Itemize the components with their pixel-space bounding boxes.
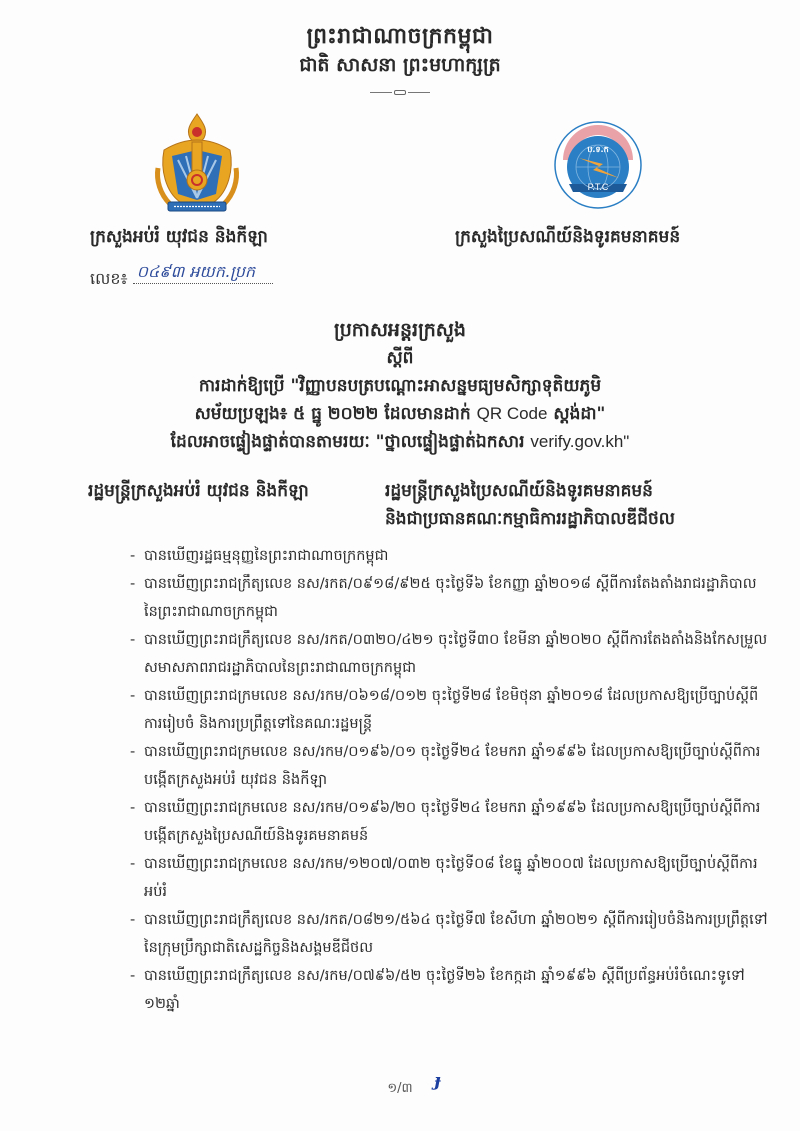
list-item: - បានឃើញព្រះរាជក្រមលេខ នស/រកម/០៦១៨/០១២ ចុះថ្ងៃទី២៨ ខែមិថុនា ឆ្នាំ២០១៨ ដែលប្រកាសឱ្យប្រើច្បាប់ស្តីពីការរៀបចំ និងការប្រព្រឹត្តទៅនៃគណៈរដ្ឋមន្ត្រី — [130, 688, 759, 732]
document-type-title: ប្រកាសអន្តរក្រសួង — [334, 319, 466, 341]
list-item: - បានឃើញរដ្ឋធម្មនុញ្ញនៃព្រះរាជាណាចក្រកម្ពុជា — [130, 548, 389, 564]
reference-field — [133, 262, 273, 284]
title-subject-line-2: សម័យប្រឡង៖ ៥ ធ្នូ ២០២២ ដែលមានដាក់ QR Code ស្តង់ដា" — [194, 404, 606, 424]
ministry-name-telecom: ក្រសួងប្រៃសណីយ៍និងទូរគមនាគមន៍ — [455, 227, 681, 247]
title-subject-label: ស្តីពី — [386, 348, 414, 368]
list-item: - បានឃើញព្រះរាជក្រឹត្យលេខ នស/រកត/០៩១៨/៩២៥ ចុះថ្ងៃទី៦ ខែកញ្ញា ឆ្នាំ២០១៨ ស្តីពីការតែងតាំងរាជរដ្ឋាភិបាលនៃព្រះរាជាណាចក្រកម្ពុជា — [130, 576, 757, 620]
page-number: ១/៣ — [387, 1081, 413, 1096]
kingdom-heading: ព្រះរាជាណាចក្រកម្ពុជា — [306, 24, 494, 49]
reference-handwritten-value: ០៤៩៣ អយក.ប្រក — [136, 262, 256, 281]
handwritten-initial-mark: ɟ — [434, 1070, 441, 1091]
mptc-emblem-icon — [553, 120, 643, 210]
list-item: - បានឃើញព្រះរាជក្រឹត្យលេខ នស/រកត/០៨២១/៥៦៤ ចុះថ្ងៃទី៧ ខែសីហា ឆ្នាំ២០២១ ស្តីពីការរៀបចំនិងការប្រព្រឹត្តទៅនៃក្រុមប្រឹក្សាជាតិសេដ្ឋកិច្ចនិងសង្គមឌីជីថល — [130, 912, 768, 956]
national-motto: ជាតិ សាសនា ព្រះមហាក្សត្រ — [299, 54, 501, 76]
list-item: - បានឃើញព្រះរាជក្រឹត្យលេខ នស/រកត/០៣២០/៤២១ ចុះថ្ងៃទី៣០ ខែមីនា ឆ្នាំ២០២០ ស្តីពីការតែងតាំងនិងកែសម្រួលសមាសភាពរាជរដ្ឋាភិបាលនៃព្រះរាជាណាចក្រកម្ពុជា — [130, 632, 768, 676]
list-item: - បានឃើញព្រះរាជក្រឹត្យលេខ នស/រកម/០៧៩៦/៥២ ចុះថ្ងៃទី២៦ ខែកក្កដា ឆ្នាំ១៩៩៦ ស្តីពីប្រព័ន្ធអប់រំចំណេះទូទៅ ១២ឆ្នាំ — [130, 968, 745, 1012]
title-subject-line-3: ដែលអាចផ្ទៀងផ្ទាត់បានតាមរយៈ "ថ្នាលផ្ទៀងផ្ទាត់ឯកសារ verify.gov.kh" — [170, 432, 630, 452]
svg-text:P.T.C: P.T.C — [587, 182, 609, 192]
minister-telecom-subtitle: និងជាប្រធានគណៈកម្មាធិការរដ្ឋាភិបាលឌីជីថល — [385, 509, 675, 529]
list-item: - បានឃើញព្រះរាជក្រមលេខ នស/រកម/១២០៧/០៣២ ចុះថ្ងៃទី០៨ ខែធ្នូ ឆ្នាំ២០០៧ ដែលប្រកាសឱ្យប្រើច្បាប់ស្តីពីការអប់រំ — [130, 856, 758, 900]
ministry-name-education: ក្រសួងអប់រំ យុវជន និងកីឡា — [90, 227, 268, 247]
svg-text:ប.ទ.ក: ប.ទ.ក — [587, 145, 609, 154]
legal-considerations-list — [130, 542, 770, 1018]
title-subject-line-1: ការដាក់ឱ្យប្រើ "វិញ្ញាបនបត្របណ្តោះអាសន្នមធ្យមសិក្សាទុតិយភូមិ — [198, 376, 602, 396]
list-item: - បានឃើញព្រះរាជក្រមលេខ នស/រកម/០១៩៦/២០ ចុះថ្ងៃទី២៤ ខែមករា ឆ្នាំ១៩៩៦ ដែលប្រកាសឱ្យប្រើច្បាប់ស្តីពីការបង្កើតក្រសួងប្រៃសណីយ៍និងទូរគមនាគមន៍ — [130, 800, 761, 844]
minister-education-title: រដ្ឋមន្ត្រីក្រសួងអប់រំ យុវជន និងកីឡា — [88, 481, 309, 501]
ornamental-divider — [370, 90, 430, 96]
list-item: - បានឃើញព្រះរាជក្រមលេខ នស/រកម/០១៩៦/០១ ចុះថ្ងៃទី២៤ ខែមករា ឆ្នាំ១៩៩៦ ដែលប្រកាសឱ្យប្រើច្បាប់ស្តីពីការបង្កើតក្រសួងអប់រំ យុវជន និងកីឡា — [130, 744, 761, 788]
minister-telecom-title: រដ្ឋមន្ត្រីក្រសួងប្រៃសណីយ៍និងទូរគមនាគមន៍ — [385, 481, 653, 501]
reference-label: លេខ៖ — [90, 269, 128, 288]
reference-number — [90, 262, 273, 292]
moeys-emblem-icon — [150, 110, 245, 215]
